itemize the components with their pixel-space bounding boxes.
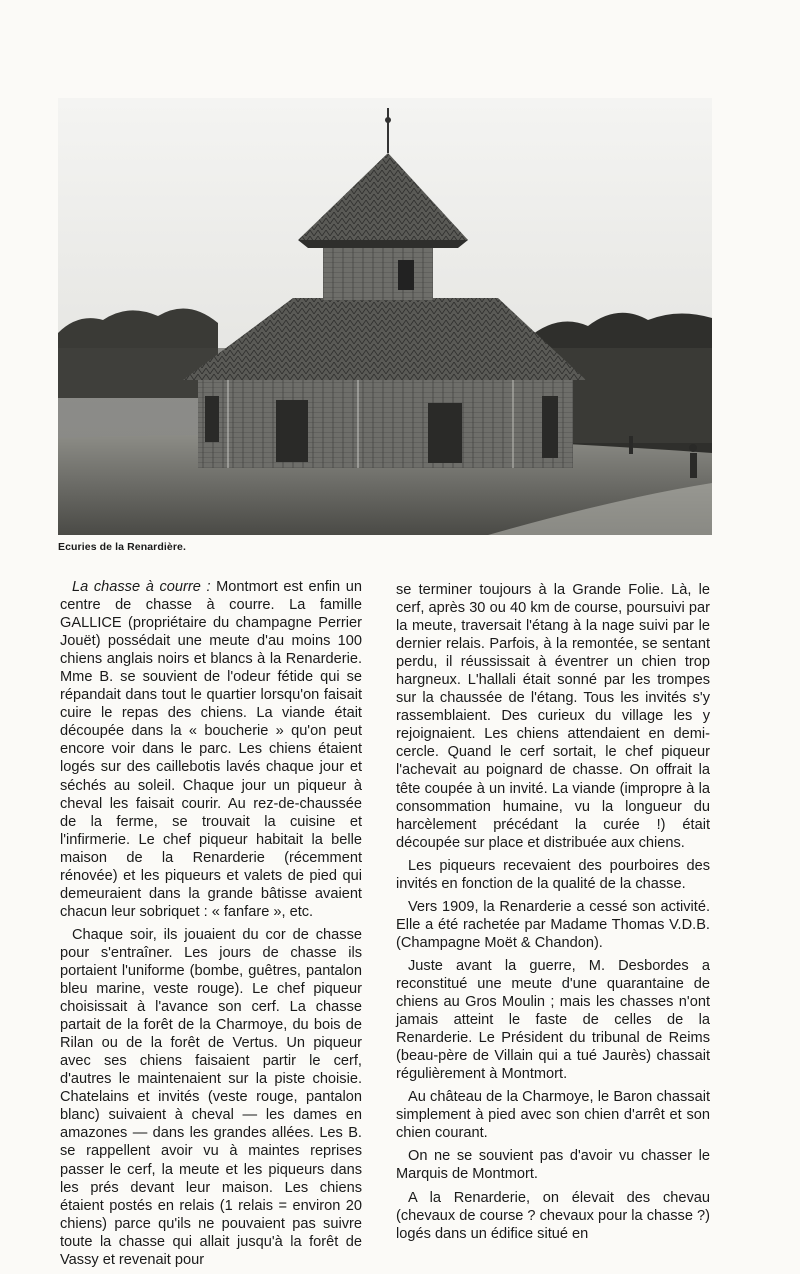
paragraph: Juste avant la guerre, M. Desbordes a reconstitué une meute d'une quarantaine de chiens au Gros Moulin ; mais les chasses n'ont jamais atteint le faste de celles de la Renarderie. Le Président du tribunal de Reims (beau-père de Villain qui a tué Jaurès) chassait régulièrement à Montmort. [396,957,710,1083]
paragraph: Chaque soir, ils jouaient du cor de chasse pour s'entraîner. Les jours de chasse ils portaient l'uniforme (bombe, guêtres, pantalon bleu marine, veste rouge). Le chef piqueur choisissait à l'avance son cerf. La chasse partait de la forêt de la Charmoye, du bois de Rilan ou de la forêt de Vertus. Un piqueur avec ses chiens faisaient partir le cerf, d'autres le maintenaient sur la piste choisie. Chatelains et invités (veste rouge, pantalon blanc) suivaient à cheval — les dames en amazones — dans les grandes allées. Les B. se rappellent avoir vu à maintes reprises passer le cerf, la meute et les piqueurs dans les prés devant leur maison. Les chiens étaient postés en relais (1 relais = environ 20 chiens) parce qu'ils ne pouvaient pas suivre toute la chasse qui allait jusqu'à la forêt de Vassy et revenait pour [60,926,362,1268]
section-lead: La chasse à courre : [72,579,211,595]
paragraph-text: Montmort est enfin un centre de chasse à courre. La famille GALLICE (propriétaire du champagne Perrier Jouët) possédait une meute d'au moins 100 chiens anglais noirs et blancs à la Renarderie. Mme B. se souvient de l'odeur fétide qui se répandait dans tout le quartier lorsqu'on faisait cuire le repas des chiens. La viande était découpée dans la « boucherie » qu'on peut encore voir dans le parc. Les chiens étaient logés sur des caillebotis lavés chaque jour et séchés au soleil. Chaque jour un piqueur à cheval les faisait courir. Au rez-de-chaussée de la ferme, se trouvait la cuisine et l'infirmerie. Le chef piqueur habitait la belle maison de la Renarderie (récemment rénovée) et les piqueurs et valets de pied qui demeuraient dans la grande bâtisse avaient chacun leur sobriquet : « fanfare », etc. [60,579,362,920]
paragraph: On ne se souvient pas d'avoir vu chasser le Marquis de Montmort. [396,1148,710,1183]
left-column [60,578,362,1274]
stable-photo [58,98,712,535]
right-column [396,581,710,1248]
paragraph: Les piqueurs recevaient des pourboires des invités en fonction de la qualité de la chasse. [396,857,710,892]
paragraph [60,578,362,921]
paragraph: Vers 1909, la Renarderie a cessé son activité. Elle a été rachetée par Madame Thomas V.D.B. (Champagne Moët & Chandon). [396,898,710,951]
paragraph: A la Renarderie, on élevait des chevau (chevaux de course ? chevaux pour la chasse ?) logés dans un édifice situé en [396,1189,710,1242]
paragraph: Au château de la Charmoye, le Baron chassait simplement à pied avec son chien d'arrêt et son chien courant. [396,1089,710,1142]
figure-caption: Ecuries de la Renardière. [58,541,186,553]
paragraph: se terminer toujours à la Grande Folie. Là, le cerf, après 30 ou 40 km de course, poursuivi par la meute, traversait l'étang à la nage suivi par le dernier relais. Parfois, à la remontée, se sentant perdu, il réussissait à éventrer un chien trop hargneux. L'hallali était sonné par les trompes sur la chaussée de l'étang. Tous les invités s'y rassemblaient. Des curieux du village les y rejoignaient. Les chiens attendaient en demi-cercle. Quand le cerf sortait, le chef piqueur l'achevait au poignard de chasse. On offrait la tête coupée à un invité. La viande (impropre à la consommation humaine, vu la longueur du harcèlement précédant la curée !) était découpée sur place et distribuée aux chiens. [396,582,710,851]
